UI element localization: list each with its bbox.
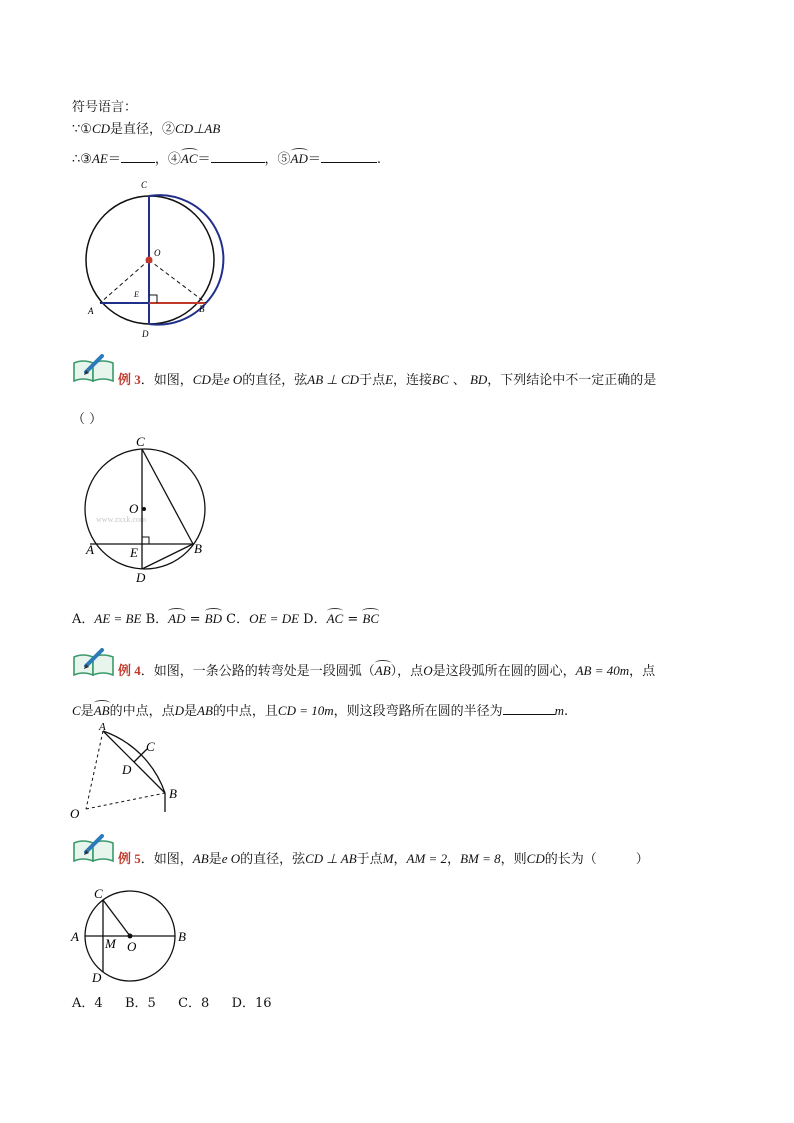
label-a: A [99, 721, 106, 733]
ex4-cd-eq: CD = 10m [277, 703, 334, 718]
label-a: A [86, 542, 94, 557]
arc-db [149, 303, 206, 325]
because-symbol: ∵ [72, 122, 81, 137]
book-pencil-icon [72, 834, 116, 862]
label-c: C [94, 886, 103, 901]
label-m: M [105, 936, 116, 951]
ex4-line2-e: ，则这段弯路所在圆的半径为 [333, 704, 503, 719]
label-d: D [92, 970, 102, 985]
label-a: A [88, 306, 94, 316]
label-c: C [146, 739, 155, 754]
option-c-label: C． [226, 612, 250, 627]
label-b: B [169, 786, 177, 801]
center-point [142, 507, 146, 511]
ex5-text-4: ， [393, 852, 407, 867]
ex5-am-eq: AM = 2 [406, 851, 448, 866]
ex4-line2-a: 是 [80, 704, 94, 719]
label-b: B [178, 929, 186, 944]
ex5-is: 是 [208, 852, 222, 867]
circled-4: ④ [167, 152, 181, 167]
figure-4-circle [68, 882, 198, 988]
eq-1: ＝ [107, 152, 121, 167]
label-e: E [130, 545, 138, 560]
ex4-line1-c: 是这段弧所在圆的圆心， [432, 664, 576, 679]
ex4-line2-b: 的中点，点 [109, 704, 175, 719]
option-a-label: A． [72, 612, 95, 627]
example-4-line-1 [118, 660, 655, 679]
ex5-text-1: ．如图， [140, 852, 193, 867]
option-c-expr: OE = DE [249, 611, 300, 626]
ex3-text-3: 于点 [359, 373, 386, 388]
right-angle-mark [149, 295, 157, 303]
therefore-line [72, 148, 381, 167]
arc-ad-term: AD [290, 151, 308, 166]
ex4-line2-c: 是 [183, 704, 197, 719]
ex5-text-5: ， [447, 852, 461, 867]
label-o: O [154, 248, 161, 258]
option-d: D．16 [231, 996, 272, 1011]
ex4-line1-b: ），点 [390, 664, 424, 679]
example-4-line-2 [72, 700, 568, 719]
option-d-arc-ac: AC [326, 611, 344, 626]
option-d-label: D． [303, 612, 327, 627]
blank-5 [321, 150, 377, 163]
option-b: B．5 [124, 996, 156, 1011]
ex3-e: E [385, 372, 394, 387]
ex3-bd: BD [469, 372, 488, 387]
option-b-label: B． [145, 612, 169, 627]
example-3-paren: （ ） [72, 412, 103, 427]
cd-term: CD [91, 121, 110, 136]
ex4-line1-d: ，点 [629, 664, 656, 679]
comma-2: ， [264, 152, 278, 167]
ex4-arc-ab: AB [374, 663, 391, 678]
label-b: B [199, 304, 205, 314]
symbol-heading: 符号语言： [72, 100, 138, 115]
radius-ob [149, 260, 206, 303]
ex5-circle-o: e O [221, 851, 241, 866]
blank-3 [121, 150, 155, 163]
ex5-bm-eq: BM = 8 [460, 851, 501, 866]
label-o: O [70, 806, 80, 821]
example-3-line-1 [118, 369, 656, 388]
label-d: D [136, 570, 146, 585]
given-2-expr: CD⊥AB [175, 121, 221, 136]
label-c: C [136, 434, 145, 449]
ex3-text-4: ，连接 [393, 373, 433, 388]
option-d-eq: = [343, 612, 363, 627]
ex5-text-7: 的长为（ ） [544, 852, 649, 867]
ex4-c: C [72, 703, 81, 718]
ex3-ab-perp-cd: AB ⊥ CD [307, 372, 360, 387]
label-c: C [141, 180, 148, 190]
comma-1: ， [154, 152, 168, 167]
ex4-arc-ab-2: AB [93, 703, 110, 718]
ex4-o: O [423, 663, 433, 678]
ex4-line1-a: ．如图，一条公路的转弯处是一段圆弧（ [140, 664, 375, 679]
ex4-period: . [564, 704, 569, 719]
given-line [72, 118, 220, 137]
option-b-arc-bd: BD [204, 611, 222, 626]
example-3-options [72, 608, 379, 627]
figure-1-circle [78, 176, 228, 346]
example-5-options [72, 992, 272, 1011]
circled-1: ① [80, 122, 92, 137]
label-d: D [122, 762, 132, 777]
center-point [146, 257, 153, 264]
blank-4 [211, 150, 265, 163]
label-o: O [129, 501, 139, 516]
ex4-ab: AB [197, 703, 213, 718]
radius-oc [103, 900, 130, 936]
ex5-cd: CD [526, 851, 545, 866]
ae-term: AE [91, 151, 108, 166]
option-a: A．4 [72, 996, 103, 1011]
ex3-text-5: ，下列结论中不一定正确的是 [487, 373, 657, 388]
circled-3: ③ [80, 152, 92, 167]
figure-3-arc [66, 722, 194, 826]
ex5-m: M [382, 851, 394, 866]
option-c: C．8 [178, 996, 210, 1011]
ex3-is: 是 [210, 373, 224, 388]
ex4-d: D [174, 703, 184, 718]
label-a: A [71, 929, 79, 944]
ex4-ab-eq: AB = 40m [575, 663, 630, 678]
ex5-text-6: ，则 [500, 852, 527, 867]
option-b-arc-ad: AD [168, 611, 186, 626]
ex3-cd: CD [192, 372, 211, 387]
arc-ac-term: AC [180, 151, 198, 166]
example-4-label: 例 4 [118, 663, 141, 678]
watermark: www.zxxk.com [96, 515, 147, 524]
label-o: O [127, 939, 137, 954]
segment-bc [142, 449, 193, 544]
ex4-unit: m [554, 703, 565, 718]
ex5-ab: AB [192, 851, 209, 866]
radius-ob [86, 793, 165, 809]
label-b: B [194, 541, 202, 556]
eq-2: ＝ [197, 152, 211, 167]
center-point [128, 934, 133, 939]
ex3-text-1: ．如图， [140, 373, 193, 388]
period: . [376, 152, 382, 167]
ex5-text-2: 的直径，弦 [240, 852, 306, 867]
ex3-bc: BC [432, 372, 449, 387]
therefore-symbol: ∴ [72, 152, 81, 167]
example-5-line-1 [118, 848, 649, 867]
ex5-text-3: 于点 [356, 852, 383, 867]
label-e: E [134, 290, 139, 299]
example-3-label: 例 3 [118, 372, 141, 387]
radius-oa [100, 260, 149, 303]
blank-radius [503, 702, 555, 715]
ex4-line2-d: 的中点，且 [212, 704, 278, 719]
ex3-text-2: 的直径，弦 [242, 373, 308, 388]
option-a-expr: AE = BE [94, 611, 142, 626]
option-b-eq: = [185, 612, 205, 627]
book-pencil-icon [72, 648, 116, 676]
figure-2-circle [80, 432, 220, 588]
example-5-label: 例 5 [118, 851, 141, 866]
ex3-sep: 、 [448, 373, 470, 388]
radius-oa [86, 731, 103, 809]
book-pencil-icon [72, 354, 116, 382]
given-1-text: 是直径， [110, 122, 163, 137]
eq-3: ＝ [307, 152, 321, 167]
ex5-cd-perp-ab: CD ⊥ AB [305, 851, 357, 866]
circled-2: ② [162, 122, 176, 137]
right-angle-mark [142, 537, 149, 544]
label-d: D [142, 329, 149, 339]
ex3-circle-o: e O [223, 372, 243, 387]
option-d-arc-bc: BC [362, 611, 380, 626]
circled-5: ⑤ [277, 152, 291, 167]
